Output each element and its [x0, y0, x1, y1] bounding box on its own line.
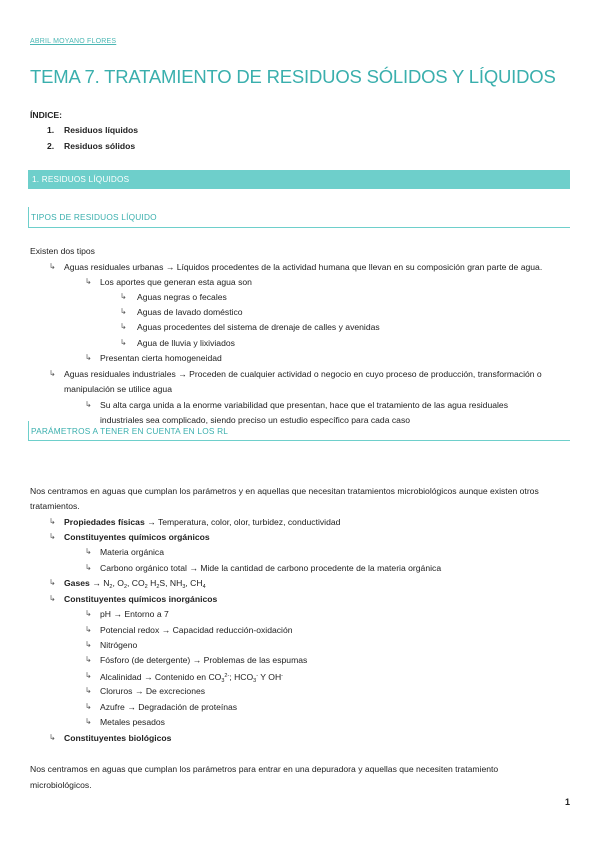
bullet-arrow-icon: ↳: [85, 655, 92, 664]
gas-part: , CO: [127, 578, 145, 588]
gas-part: N: [103, 578, 110, 588]
inorganico-item: Metales pesados: [100, 717, 165, 727]
bullet-arrow-icon: ↳: [85, 609, 92, 618]
alc-sup: -: [256, 673, 259, 679]
gas-sub: 2: [109, 584, 113, 590]
organicos-label: Constituyentes químicos orgánicos: [64, 532, 210, 542]
index-item-2[interactable]: Residuos sólidos: [64, 141, 136, 151]
outro-line1: Nos centramos en aguas que cumplan los parámetros para entrar en una depuradora y aquellas que necesiten tratamiento: [30, 764, 499, 774]
subsection-border-bottom: [28, 440, 570, 441]
carga-line2: industriales sea complicado, siendo preciso un estudio específico para cada caso: [100, 415, 411, 425]
index-item-1[interactable]: Residuos líquidos: [64, 125, 139, 135]
alc-part: Y OH: [258, 672, 282, 682]
tipo-industriales-line2: manipulación se utilice agua: [64, 384, 172, 394]
page-title: TEMA 7. TRATAMIENTO DE RESIDUOS SÓLIDOS Y LÍQUIDOS: [30, 66, 556, 87]
bullet-arrow-icon: ↳: [49, 594, 56, 603]
bullet-arrow-icon: ↳: [85, 547, 92, 556]
inorganico-item: Cloruros → De excreciones: [100, 686, 206, 696]
outro-line2: microbiológicos.: [30, 780, 92, 790]
bullet-arrow-icon: ↳: [120, 322, 127, 331]
subsection-heading-tipos: TIPOS DE RESIDUOS LÍQUIDO: [31, 212, 157, 222]
bullet-arrow-icon: ↳: [85, 277, 92, 286]
bullet-arrow-icon: ↳: [49, 578, 56, 587]
aporte-item: Aguas de lavado doméstico: [137, 307, 243, 317]
alcalinidad-line: [100, 671, 283, 687]
tipo-industriales-line1: Aguas residuales industriales → Proceden de cualquier actividad o negocio en cuyo proceso de producción, transformación o: [64, 369, 542, 379]
gas-sub: 2: [123, 584, 127, 590]
inorganicos-label: Constituyentes químicos inorgánicos: [64, 594, 218, 604]
bullet-arrow-icon: ↳: [85, 625, 92, 634]
parametros-intro-line1: Nos centramos en aguas que cumplan los parámetros y en aquellas que necesitan tratamientos microbiológicos aunque existen otros: [30, 486, 539, 496]
biologicos-label: Constituyentes biológicos: [64, 733, 172, 743]
inorganico-item: Nitrógeno: [100, 640, 138, 650]
author-name: ABRIL MOYANO FLORES: [30, 38, 117, 45]
gas-sub: 2: [156, 584, 160, 590]
page-number: 1: [565, 797, 571, 807]
alc-part: Alcalinidad → Contenido en CO: [100, 672, 222, 682]
aportes-text: Los aportes que generan esta agua son: [100, 277, 252, 287]
bullet-arrow-icon: ↳: [49, 532, 56, 541]
bullet-arrow-icon: ↳: [120, 307, 127, 316]
subsection-border-left: [28, 207, 29, 227]
alc-sub: 3: [253, 678, 257, 684]
fisicas-text: → Temperatura, color, olor, turbidez, conductividad: [144, 517, 341, 527]
aporte-item: Aguas procedentes del sistema de drenaje de calles y avenidas: [137, 322, 380, 332]
subsection-border-left: [28, 421, 29, 440]
subsection-border-bottom: [28, 227, 570, 228]
gas-sub: 4: [202, 584, 206, 590]
gas-part: , O: [112, 578, 124, 588]
bullet-arrow-icon: ↳: [85, 686, 92, 695]
inorganico-item: Fósforo (de detergente) → Problemas de las espumas: [100, 655, 308, 665]
gases-arrow: →: [89, 578, 104, 588]
propiedades-fisicas: [64, 517, 340, 528]
bullet-arrow-icon: ↳: [85, 671, 92, 680]
index-num-1: 1.: [47, 125, 55, 135]
bullet-arrow-icon: ↳: [85, 563, 92, 572]
bullet-arrow-icon: ↳: [120, 292, 127, 301]
section-heading-residuos-liquidos: 1. RESIDUOS LÍQUIDOS: [32, 175, 130, 184]
inorganico-item: Azufre → Degradación de proteínas: [100, 702, 238, 712]
index-num-2: 2.: [47, 141, 55, 151]
organico-item: Carbono orgánico total → Mide la cantidad de carbono procedente de la materia orgánica: [100, 563, 442, 573]
gases-line: [64, 578, 206, 593]
organico-item: Materia orgánica: [100, 547, 165, 557]
bullet-arrow-icon: ↳: [85, 717, 92, 726]
fisicas-label: Propiedades físicas: [64, 517, 145, 527]
bullet-arrow-icon: ↳: [49, 369, 56, 378]
alc-sup: 2-: [224, 673, 230, 679]
parametros-intro-line2: tratamientos.: [30, 501, 80, 511]
alc-sup: -: [281, 673, 284, 679]
bullet-arrow-icon: ↳: [85, 702, 92, 711]
subsection-heading-parametros: PARÁMETROS A TENER EN CUENTA EN LOS RL: [31, 426, 229, 436]
carga-line1: Su alta carga unida a la enorme variabilidad que presentan, hace que el tratamiento de las agua residuales: [100, 400, 508, 410]
gas-sub: 2: [144, 584, 148, 590]
gases-label: Gases: [64, 578, 90, 588]
aporte-item: Aguas negras o fecales: [137, 292, 227, 302]
tipo-urbanas: Aguas residuales urbanas → Líquidos procedentes de la actividad humana que llevan en su composición gran parte de agua.: [64, 262, 543, 272]
bullet-arrow-icon: ↳: [85, 353, 92, 362]
index-heading: ÍNDICE:: [30, 110, 62, 120]
bullet-arrow-icon: ↳: [85, 400, 92, 409]
aporte-item: Agua de lluvia y lixiviados: [137, 338, 235, 348]
bullet-arrow-icon: ↳: [85, 640, 92, 649]
gas-part: , CH: [185, 578, 203, 588]
gas-part: S, NH: [159, 578, 183, 588]
alc-sub: 3: [221, 678, 225, 684]
tipos-intro: Existen dos tipos: [30, 246, 95, 256]
bullet-arrow-icon: ↳: [49, 517, 56, 526]
bullet-arrow-icon: ↳: [49, 733, 56, 742]
bullet-arrow-icon: ↳: [49, 262, 56, 271]
homogeneidad-text: Presentan cierta homogeneidad: [100, 353, 222, 363]
inorganico-item: Potencial redox → Capacidad reducción-oxidación: [100, 625, 293, 635]
gas-sub: 3: [182, 584, 186, 590]
gas-part: H: [147, 578, 157, 588]
inorganico-item: pH → Entorno a 7: [100, 609, 169, 619]
alc-part: ; HCO: [229, 672, 254, 682]
bullet-arrow-icon: ↳: [120, 338, 127, 347]
